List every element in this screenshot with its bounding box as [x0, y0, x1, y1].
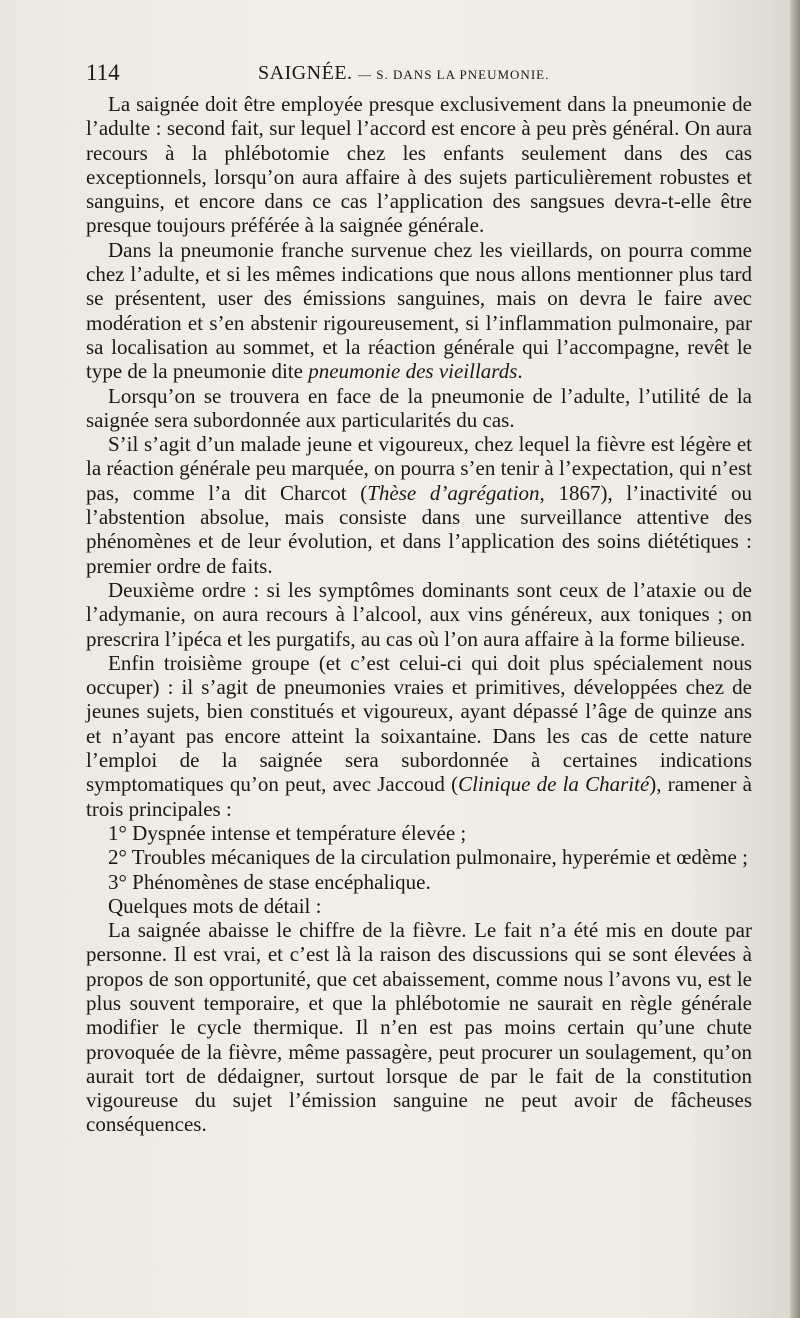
page-edge [790, 0, 800, 1318]
paragraph-2-text: Dans la pneumonie franche survenue chez les vieillards, on pourra comme chez l’adulte, et si les mêmes indications que nous allons mentionner plus tard se présentent, user des émissions sanguines, mais on devra le faire avec modération et s’en abstenir rigoureusement, si l’inflammation pulmonaire, par sa localisation au sommet, et la réaction générale qui l’accompagne, revêt le type de la pneumonie dite [86, 237, 752, 384]
paragraph-4 [86, 432, 752, 578]
list-item-3: 3° Phénomènes de stase encéphalique. [108, 869, 431, 894]
list-item-1: 1° Dyspnée intense et température élevée ; [108, 820, 467, 845]
paragraph-5: Deuxième ordre : si les symptômes dominants sont ceux de l’ataxie ou de l’adymanie, on aura recours à l’alcool, aux vins généreux, aux toniques ; on prescrira l’ipéca et les purgatifs, au cas où l’on aura affaire à la forme bilieuse. [86, 577, 752, 651]
body-text [86, 92, 752, 1137]
paragraph-6-before: Enfin troisième groupe (et c’est celui-ci qui doit plus spécialement nous occuper) : il s’agit de pneumonies vraies et primitives, développées chez de jeunes sujets, bien constitués et vigoureux, ayant dépassé l’âge de quinze ans et n’ayant pas encore atteint la soixantaine. Dans les cas de cette nature l’emploi de la saignée sera subordonnée à certaines indications symptomatiques qu’on peut, avec Jaccoud ( [86, 650, 752, 797]
paragraph-2 [86, 238, 752, 384]
paragraph-6-after: ), ramener à trois principales : [86, 772, 752, 821]
running-title-sub: — S. DANS LA PNEUMONIE. [358, 67, 550, 82]
list-item-2: 2° Troubles mécaniques de la circulation pulmonaire, hyperémie et œdème ; [108, 845, 748, 870]
paragraph-4-before: S’il s’agit d’un malade jeune et vigoureux, chez lequel la fièvre est légère et la réaction générale peu marquée, on pourra s’en tenir à l’expectation, qui n’est pas, comme l’a dit Charcot ( [86, 432, 752, 505]
paragraph-6 [86, 651, 752, 821]
paragraph-8: La saignée abaisse le chiffre de la fièvre. Le fait n’a été mis en doute par personne. Il est vrai, et c’est là la raison des discussions qui se sont élevées à propos de son opportunité, que cet abaissement, comme nous l’avons vu, est le plus souvent temporaire, et que la phlébotomie ne saurait en règle générale modifier le cycle thermique. Il n’en est pas moins certain qu’une chute provoquée de la fièvre, même passagère, peut procurer un soulagement, qu’on aurait tort de dédaigner, surtout lorsque de par le fait de la constitution vigoureuse du sujet l’émission sanguine ne peut avoir de fâcheuses conséquences. [86, 918, 752, 1137]
paragraph-6-italic: Clinique de la Charité [458, 772, 650, 797]
paragraph-3: Lorsqu’on se trouvera en face de la pneumonie de l’adulte, l’utilité de la saignée sera subordonnée aux particularités du cas. [86, 383, 752, 432]
paragraph-1: La saignée doit être employée presque exclusivement dans la pneumonie de l’adulte : second fait, sur lequel l’accord est encore à peu près général. On aura recours à la phlébotomie chez les enfants seulement dans des cas exceptionnels, lorsqu’on aura affaire à des sujets particulièrement robustes et sanguins, et encore dans ce cas l’application des sangsues devra-t-elle être presque toujours préférée à la saignée générale. [86, 92, 752, 238]
paragraph-2-italic: pneumonie des vieillards [308, 359, 518, 384]
running-title [258, 62, 549, 85]
page-number: 114 [86, 60, 120, 85]
running-title-main: SAIGNÉE. [258, 62, 353, 84]
paragraph-7: Quelques mots de détail : [108, 893, 322, 918]
paragraph-2-end: . [517, 359, 523, 384]
paragraph-4-italic: Thèse d’agrégation [367, 480, 540, 505]
page-header [86, 60, 766, 90]
paragraph-4-after: , 1867), l’inactivité ou l’abstention absolue, mais consiste dans une surveillance attentive des phénomènes et de leur évolution, et dans l’application des soins diététiques : premier ordre de faits. [86, 480, 752, 578]
